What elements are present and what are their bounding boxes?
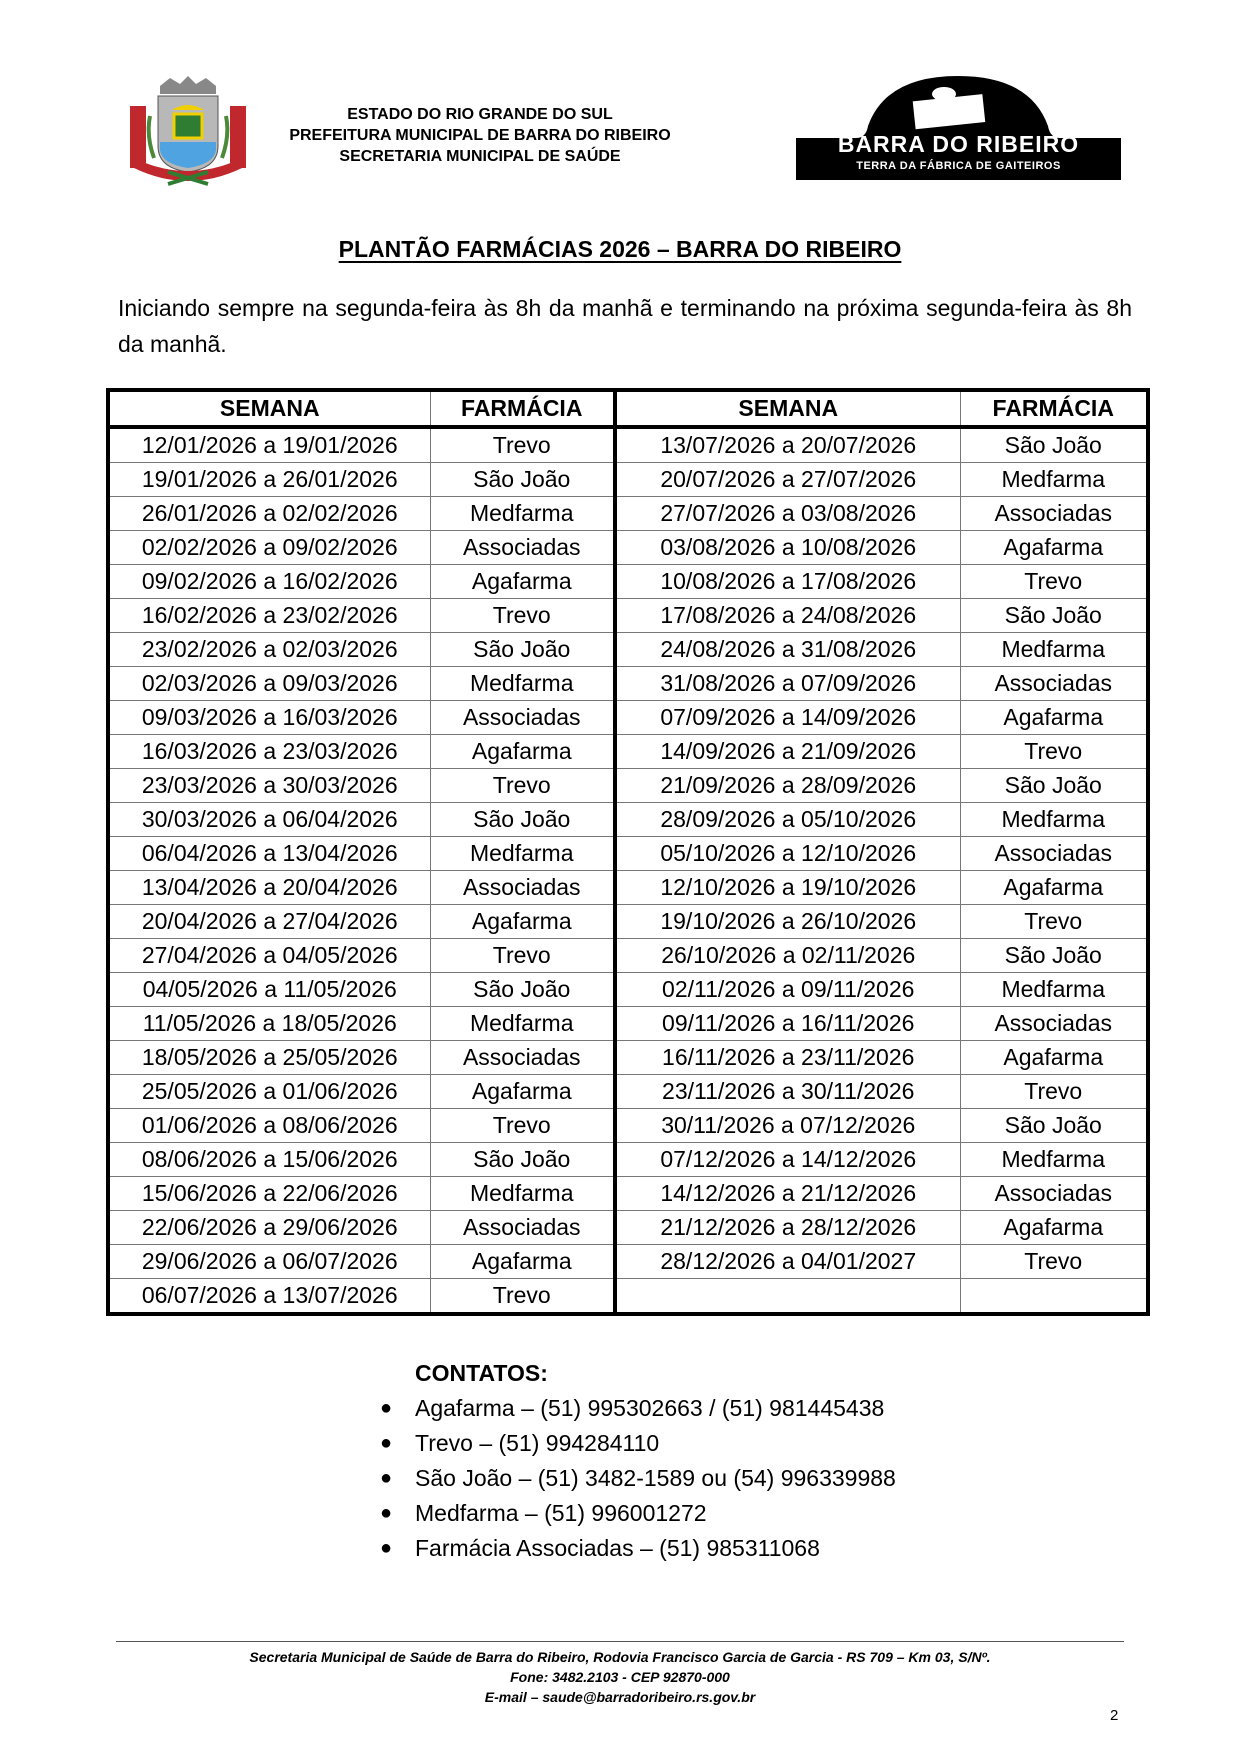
week-cell: 09/03/2026 a 16/03/2026 <box>108 701 430 735</box>
footer-phone: Fone: 3482.2103 - CEP 92870-000 <box>510 1669 730 1685</box>
week-cell: 22/06/2026 a 29/06/2026 <box>108 1211 430 1245</box>
week-cell: 17/08/2026 a 24/08/2026 <box>615 599 960 633</box>
contact-text: Agafarma – (51) 995302663 / (51) 981445438 <box>415 1395 885 1421</box>
pharmacy-cell: Trevo <box>960 905 1148 939</box>
header-pharmacy-right: FARMÁCIA <box>960 390 1148 427</box>
footer-address: Secretaria Municipal de Saúde de Barra do Ribeiro, Rodovia Francisco Garcia de Garcia - RS 709 – Km 03, S/Nº. <box>249 1649 991 1665</box>
pharmacy-cell: São João <box>430 633 615 667</box>
pharmacy-cell: Medfarma <box>960 803 1148 837</box>
table-row <box>108 1075 1148 1109</box>
contact-item <box>375 1496 896 1531</box>
pharmacy-cell: Associadas <box>430 701 615 735</box>
week-cell: 02/03/2026 a 09/03/2026 <box>108 667 430 701</box>
week-cell: 01/06/2026 a 08/06/2026 <box>108 1109 430 1143</box>
table-header-row <box>108 390 1148 427</box>
table-row <box>108 939 1148 973</box>
footer-divider <box>116 1641 1124 1642</box>
week-cell: 06/07/2026 a 13/07/2026 <box>108 1279 430 1315</box>
pharmacy-cell: Medfarma <box>960 633 1148 667</box>
pharmacy-cell: Trevo <box>430 769 615 803</box>
week-cell: 26/10/2026 a 02/11/2026 <box>615 939 960 973</box>
table-row <box>108 1007 1148 1041</box>
pharmacy-cell: Associadas <box>430 871 615 905</box>
footer-email: E-mail – saude@barradoribeiro.rs.gov.br <box>484 1689 756 1705</box>
week-cell: 05/10/2026 a 12/10/2026 <box>615 837 960 871</box>
contacts-list <box>375 1391 896 1566</box>
week-cell: 06/04/2026 a 13/04/2026 <box>108 837 430 871</box>
table-row <box>108 531 1148 565</box>
table-row <box>108 871 1148 905</box>
pharmacy-cell: São João <box>960 1109 1148 1143</box>
table-row <box>108 1245 1148 1279</box>
table-row <box>108 497 1148 531</box>
week-cell: 16/11/2026 a 23/11/2026 <box>615 1041 960 1075</box>
week-cell: 19/10/2026 a 26/10/2026 <box>615 905 960 939</box>
pharmacy-cell: Trevo <box>430 599 615 633</box>
pharmacy-cell: Medfarma <box>430 667 615 701</box>
pharmacy-cell: Associadas <box>960 837 1148 871</box>
week-cell: 21/09/2026 a 28/09/2026 <box>615 769 960 803</box>
table-row <box>108 1143 1148 1177</box>
table-row <box>108 1177 1148 1211</box>
pharmacy-cell: Associadas <box>960 1007 1148 1041</box>
contact-text: Medfarma – (51) 996001272 <box>415 1500 707 1526</box>
table-row <box>108 667 1148 701</box>
pharmacy-cell: Agafarma <box>960 531 1148 565</box>
week-cell: 13/07/2026 a 20/07/2026 <box>615 427 960 463</box>
table-row <box>108 769 1148 803</box>
week-cell: 09/02/2026 a 16/02/2026 <box>108 565 430 599</box>
week-cell: 07/12/2026 a 14/12/2026 <box>615 1143 960 1177</box>
bullet-icon: ● <box>380 1502 393 1524</box>
logo-title: BARRA DO RIBEIRO <box>837 131 1080 157</box>
week-cell: 20/04/2026 a 27/04/2026 <box>108 905 430 939</box>
week-cell: 23/11/2026 a 30/11/2026 <box>615 1075 960 1109</box>
city-logo <box>796 76 1121 186</box>
contact-item <box>375 1461 896 1496</box>
pharmacy-cell: Medfarma <box>430 497 615 531</box>
pharmacy-cell: Agafarma <box>430 1075 615 1109</box>
week-cell: 30/03/2026 a 06/04/2026 <box>108 803 430 837</box>
pharmacy-cell: Trevo <box>960 1245 1148 1279</box>
contact-text: Farmácia Associadas – (51) 985311068 <box>415 1535 820 1561</box>
week-cell: 14/12/2026 a 21/12/2026 <box>615 1177 960 1211</box>
pharmacy-cell: Associadas <box>430 1041 615 1075</box>
table-row <box>108 1041 1148 1075</box>
week-cell: 16/03/2026 a 23/03/2026 <box>108 735 430 769</box>
week-cell: 27/07/2026 a 03/08/2026 <box>615 497 960 531</box>
table-row <box>108 701 1148 735</box>
week-cell: 31/08/2026 a 07/09/2026 <box>615 667 960 701</box>
pharmacy-cell: São João <box>430 803 615 837</box>
week-cell: 15/06/2026 a 22/06/2026 <box>108 1177 430 1211</box>
week-cell <box>615 1279 960 1315</box>
week-cell: 07/09/2026 a 14/09/2026 <box>615 701 960 735</box>
pharmacy-cell: Trevo <box>960 565 1148 599</box>
intro-paragraph: Iniciando sempre na segunda-feira às 8h da manhã e terminando na próxima segunda-feira às 8h da manhã. <box>118 295 1132 357</box>
pharmacy-cell: Trevo <box>960 735 1148 769</box>
pharmacy-cell: Associadas <box>430 1211 615 1245</box>
bullet-icon: ● <box>380 1537 393 1559</box>
contacts-section <box>375 1355 896 1566</box>
pharmacy-cell: Medfarma <box>960 463 1148 497</box>
page-title: PLANTÃO FARMÁCIAS 2026 – BARRA DO RIBEIRO <box>338 236 902 262</box>
page-number: 2 <box>1110 1707 1119 1724</box>
week-cell: 20/07/2026 a 27/07/2026 <box>615 463 960 497</box>
pharmacy-cell: Agafarma <box>960 701 1148 735</box>
pharmacy-cell: Agafarma <box>430 1245 615 1279</box>
logo-subtitle: TERRA DA FÁBRICA DE GAITEIROS <box>856 160 1061 172</box>
pharmacy-cell: Trevo <box>430 1279 615 1315</box>
pharmacy-cell: Trevo <box>960 1075 1148 1109</box>
pharmacy-cell: Medfarma <box>430 1007 615 1041</box>
week-cell: 09/11/2026 a 16/11/2026 <box>615 1007 960 1041</box>
contact-item <box>375 1531 896 1566</box>
week-cell: 04/05/2026 a 11/05/2026 <box>108 973 430 1007</box>
footer <box>116 1647 1124 1707</box>
pharmacy-cell: São João <box>430 1143 615 1177</box>
week-cell: 18/05/2026 a 25/05/2026 <box>108 1041 430 1075</box>
pharmacy-cell <box>960 1279 1148 1315</box>
pharmacy-cell: São João <box>960 939 1148 973</box>
table-row <box>108 1211 1148 1245</box>
pharmacy-cell: São João <box>430 463 615 497</box>
pharmacy-cell: Medfarma <box>960 1143 1148 1177</box>
week-cell: 11/05/2026 a 18/05/2026 <box>108 1007 430 1041</box>
bullet-icon: ● <box>380 1467 393 1489</box>
pharmacy-cell: Associadas <box>960 497 1148 531</box>
table-row <box>108 973 1148 1007</box>
header-week-right: SEMANA <box>615 390 960 427</box>
pharmacy-cell: São João <box>960 769 1148 803</box>
week-cell: 10/08/2026 a 17/08/2026 <box>615 565 960 599</box>
table-row <box>108 633 1148 667</box>
table-row <box>108 599 1148 633</box>
pharmacy-cell: Associadas <box>960 1177 1148 1211</box>
week-cell: 28/12/2026 a 04/01/2027 <box>615 1245 960 1279</box>
week-cell: 08/06/2026 a 15/06/2026 <box>108 1143 430 1177</box>
pharmacy-cell: Trevo <box>430 939 615 973</box>
pharmacy-cell: Agafarma <box>960 1041 1148 1075</box>
pharmacy-cell: Agafarma <box>430 565 615 599</box>
week-cell: 23/03/2026 a 30/03/2026 <box>108 769 430 803</box>
header-line-prefecture: PREFEITURA MUNICIPAL DE BARRA DO RIBEIRO <box>289 127 671 144</box>
week-cell: 03/08/2026 a 10/08/2026 <box>615 531 960 565</box>
week-cell: 02/02/2026 a 09/02/2026 <box>108 531 430 565</box>
week-cell: 02/11/2026 a 09/11/2026 <box>615 973 960 1007</box>
week-cell: 13/04/2026 a 20/04/2026 <box>108 871 430 905</box>
header-week-left: SEMANA <box>108 390 430 427</box>
pharmacy-cell: Associadas <box>430 531 615 565</box>
table-row <box>108 565 1148 599</box>
contact-item <box>375 1391 896 1426</box>
pharmacy-cell: São João <box>430 973 615 1007</box>
header-line-secretariat: SECRETARIA MUNICIPAL DE SAÚDE <box>339 148 621 165</box>
pharmacy-cell: Trevo <box>430 427 615 463</box>
week-cell: 14/09/2026 a 21/09/2026 <box>615 735 960 769</box>
pharmacy-cell: Agafarma <box>430 905 615 939</box>
week-cell: 12/10/2026 a 19/10/2026 <box>615 871 960 905</box>
pharmacy-cell: Medfarma <box>430 837 615 871</box>
week-cell: 19/01/2026 a 26/01/2026 <box>108 463 430 497</box>
table-row <box>108 427 1148 463</box>
table-row <box>108 837 1148 871</box>
contact-text: São João – (51) 3482-1589 ou (54) 996339988 <box>415 1465 896 1491</box>
pharmacy-cell: Agafarma <box>960 871 1148 905</box>
week-cell: 28/09/2026 a 05/10/2026 <box>615 803 960 837</box>
week-cell: 26/01/2026 a 02/02/2026 <box>108 497 430 531</box>
contacts-title: CONTATOS: <box>415 1360 548 1386</box>
contact-text: Trevo – (51) 994284110 <box>415 1430 660 1456</box>
bullet-icon: ● <box>380 1397 393 1419</box>
week-cell: 23/02/2026 a 02/03/2026 <box>108 633 430 667</box>
pharmacy-cell: Trevo <box>430 1109 615 1143</box>
pharmacy-cell: São João <box>960 427 1148 463</box>
week-cell: 24/08/2026 a 31/08/2026 <box>615 633 960 667</box>
contact-item <box>375 1426 896 1461</box>
bullet-icon: ● <box>380 1432 393 1454</box>
week-cell: 21/12/2026 a 28/12/2026 <box>615 1211 960 1245</box>
week-cell: 29/06/2026 a 06/07/2026 <box>108 1245 430 1279</box>
coat-of-arms-icon <box>120 76 256 194</box>
table-row <box>108 735 1148 769</box>
table-row <box>108 803 1148 837</box>
pharmacy-cell: Medfarma <box>430 1177 615 1211</box>
header-institution <box>250 104 710 167</box>
pharmacy-cell: Medfarma <box>960 973 1148 1007</box>
header-pharmacy-left: FARMÁCIA <box>430 390 615 427</box>
duty-schedule-table <box>106 388 1150 1316</box>
week-cell: 30/11/2026 a 07/12/2026 <box>615 1109 960 1143</box>
table-row <box>108 463 1148 497</box>
header-line-state: ESTADO DO RIO GRANDE DO SUL <box>347 106 613 123</box>
pharmacy-cell: Agafarma <box>430 735 615 769</box>
pharmacy-cell: Agafarma <box>960 1211 1148 1245</box>
week-cell: 27/04/2026 a 04/05/2026 <box>108 939 430 973</box>
table-row <box>108 1109 1148 1143</box>
table-row <box>108 905 1148 939</box>
pharmacy-cell: Associadas <box>960 667 1148 701</box>
week-cell: 12/01/2026 a 19/01/2026 <box>108 427 430 463</box>
table-row <box>108 1279 1148 1315</box>
pharmacy-cell: São João <box>960 599 1148 633</box>
week-cell: 25/05/2026 a 01/06/2026 <box>108 1075 430 1109</box>
week-cell: 16/02/2026 a 23/02/2026 <box>108 599 430 633</box>
